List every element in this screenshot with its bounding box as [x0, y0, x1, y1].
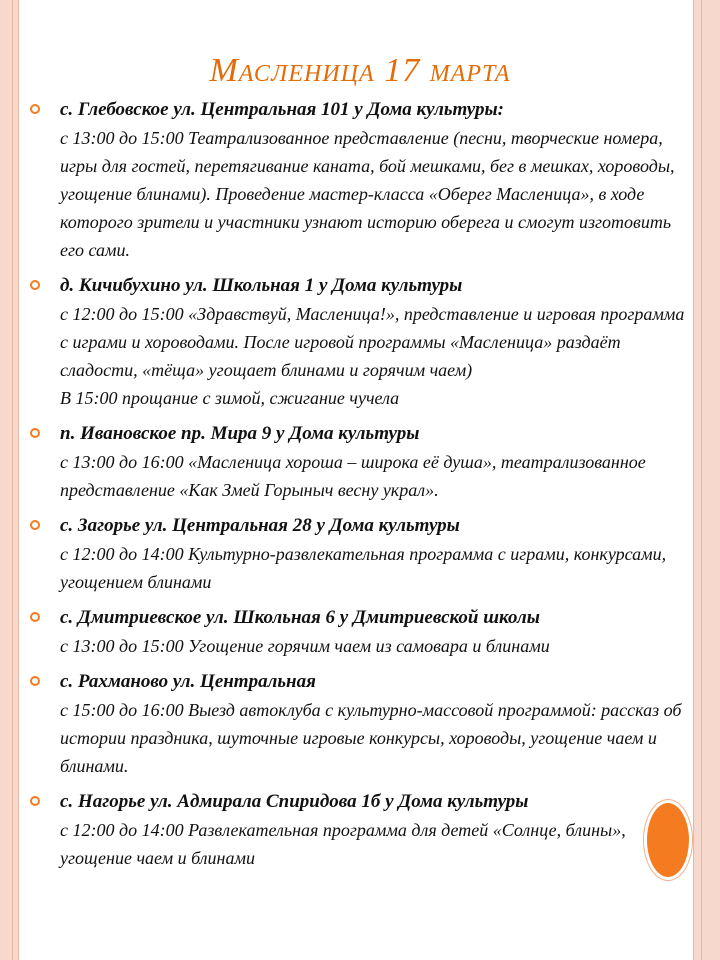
event-item-nagorye — [30, 788, 685, 872]
bullet-icon — [30, 676, 40, 686]
event-description: с 12:00 до 15:00 «Здравствуй, Масленица!», представление и игровая программа с играми и хороводами. После игровой программы «Масленица» раздаёт сладости, «тёща» угощает блинами и горячим чаем) — [60, 304, 685, 380]
bullet-icon — [30, 520, 40, 530]
bullet-icon — [30, 796, 40, 806]
event-description: с 15:00 до 16:00 Выезд автоклуба с культурно-массовой программой: рассказ об истории праздника, шуточные игровые конкурсы, хороводы, угощение чаем и блинами. — [60, 700, 682, 776]
event-description: с 12:00 до 14:00 Развлекательная программа для детей «Солнце, блины», угощение чаем и блинами — [60, 820, 626, 868]
event-item-zagorye — [30, 512, 685, 596]
event-item-glebovskoe — [30, 96, 685, 264]
event-place: с. Рахманово ул. Центральная — [60, 671, 316, 692]
event-place: с. Дмитриевское ул. Школьная 6 у Дмитриевской школы — [60, 607, 540, 628]
event-description-extra: В 15:00 прощание с зимой, сжигание чучела — [60, 388, 400, 408]
event-item-dmitrievskoe — [30, 604, 685, 660]
bullet-icon — [30, 280, 40, 290]
bullet-icon — [30, 428, 40, 438]
event-item-rakhmanovo — [30, 668, 685, 780]
event-description: с 13:00 до 15:00 Театрализованное представление (песни, творческие номера, игры для гостей, перетягивание каната, бой мешками, бег в мешках, хороводы, угощение блинами). Проведение мастер-класса «Оберег Масленица», в ходе которого зрители и участники узнают историю оберега и смогут изготовить его сами. — [60, 128, 675, 260]
event-description: с 13:00 до 16:00 «Масленица хороша – широка её душа», театрализованное представление «Как Змей Горыныч весну украл». — [60, 452, 646, 500]
event-place: с. Глебовское ул. Центральная 101 у Дома культуры: — [60, 99, 504, 120]
left-frame-border — [0, 0, 19, 960]
right-frame-border — [693, 0, 720, 960]
bullet-icon — [30, 104, 40, 114]
event-place: п. Ивановское пр. Мира 9 у Дома культуры — [60, 423, 420, 444]
event-item-ivanovskoe — [30, 420, 685, 504]
event-description: с 13:00 до 15:00 Угощение горячим чаем из самовара и блинами — [60, 636, 550, 656]
event-item-kichibukhino — [30, 272, 685, 412]
event-place: д. Кичибухино ул. Школьная 1 у Дома культуры — [60, 275, 463, 296]
event-list — [30, 96, 685, 880]
slide-title: Масленица 17 марта — [209, 52, 511, 89]
bullet-icon — [30, 612, 40, 622]
event-place: с. Нагорье ул. Адмирала Спиридова 1б у Дома культуры — [60, 791, 529, 812]
event-description: с 12:00 до 14:00 Культурно-развлекательная программа с играми, конкурсами, угощением блинами — [60, 544, 667, 592]
event-place: с. Загорье ул. Центральная 28 у Дома культуры — [60, 515, 460, 536]
